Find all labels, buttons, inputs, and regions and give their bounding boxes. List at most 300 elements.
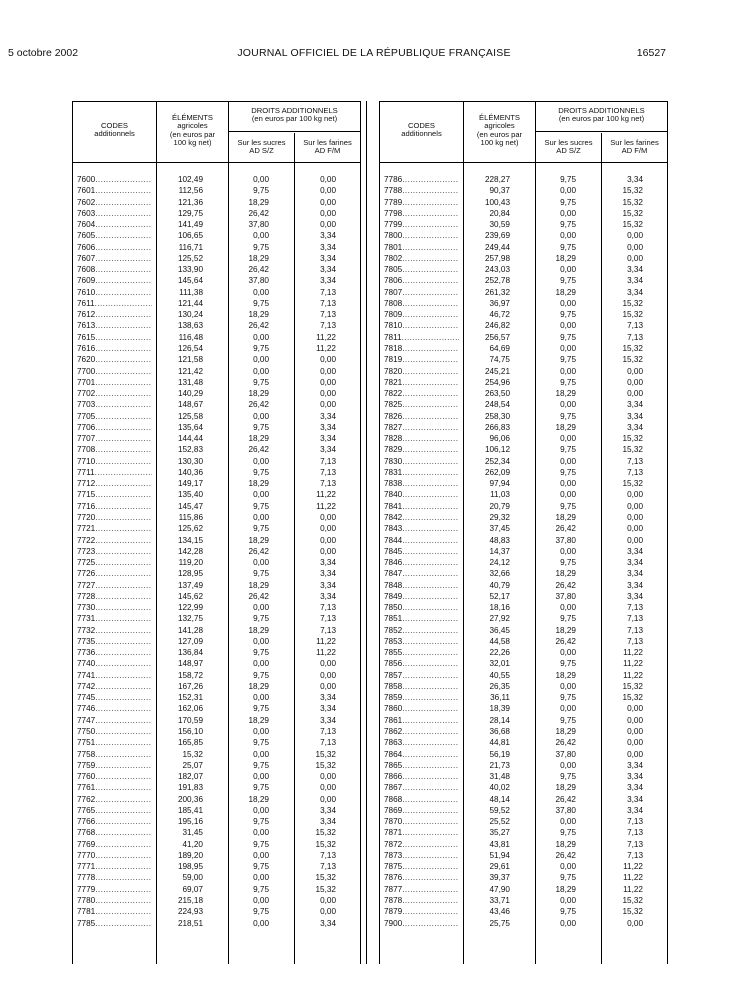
table-row bbox=[73, 771, 360, 782]
element-cell: 25,52 bbox=[489, 817, 510, 827]
table-row bbox=[73, 366, 360, 377]
farines-cell: 15,32 bbox=[315, 884, 336, 894]
table-row bbox=[380, 737, 667, 748]
table-row bbox=[380, 636, 667, 647]
farines-cell: 11,22 bbox=[316, 343, 336, 353]
table-row bbox=[73, 456, 360, 467]
header-elements-line: (en euros par bbox=[169, 129, 216, 139]
header-droits bbox=[229, 107, 360, 132]
farines-cell: 3,34 bbox=[320, 445, 336, 455]
sucres-cell: 37,80 bbox=[555, 805, 576, 815]
element-cell: 69,07 bbox=[182, 884, 203, 894]
code-cell: 7799 ..... bbox=[384, 219, 459, 230]
code-cell: 7859 ..... bbox=[384, 692, 459, 703]
table-row bbox=[380, 760, 667, 771]
sucres-cell: 9,75 bbox=[253, 422, 269, 432]
table-row bbox=[73, 737, 360, 748]
table-row bbox=[380, 253, 667, 264]
sucres-cell: 9,75 bbox=[560, 558, 576, 568]
running-head bbox=[0, 47, 748, 61]
sucres-cell: 0,00 bbox=[253, 727, 269, 737]
table-row bbox=[73, 557, 360, 568]
code-cell: 7726 ..... bbox=[77, 568, 152, 579]
table-row bbox=[73, 602, 360, 613]
table-row bbox=[380, 906, 667, 917]
element-cell: 96,06 bbox=[489, 434, 510, 444]
code-cell: 7720 ..... bbox=[77, 512, 152, 523]
farines-cell: 0,00 bbox=[627, 738, 643, 748]
sucres-cell: 9,75 bbox=[560, 828, 576, 838]
farines-cell: 0,00 bbox=[627, 704, 643, 714]
table-row bbox=[73, 320, 360, 331]
farines-cell: 0,00 bbox=[320, 175, 336, 184]
element-cell: 131,48 bbox=[177, 377, 203, 387]
code-cell: 7864 ..... bbox=[384, 749, 459, 760]
farines-cell: 0,00 bbox=[320, 366, 336, 376]
table-row bbox=[380, 185, 667, 196]
table-row bbox=[73, 580, 360, 591]
element-cell: 263,50 bbox=[484, 389, 510, 399]
farines-cell: 0,00 bbox=[320, 355, 336, 365]
sucres-cell: 37,80 bbox=[555, 749, 576, 759]
table-row bbox=[73, 253, 360, 264]
farines-cell: 3,34 bbox=[320, 580, 336, 590]
table-row bbox=[73, 670, 360, 681]
code-cell: 7831 ..... bbox=[384, 467, 459, 478]
table-row bbox=[380, 523, 667, 534]
sucres-cell: 0,00 bbox=[253, 355, 269, 365]
code-cell: 7751 ..... bbox=[77, 737, 152, 748]
header-elements-line: ÉLÉMENTS bbox=[172, 113, 213, 122]
element-cell: 33,71 bbox=[489, 896, 510, 905]
sucres-cell: 9,75 bbox=[560, 242, 576, 252]
code-cell: 7747 ..... bbox=[77, 715, 152, 726]
table-row bbox=[73, 884, 360, 895]
code-cell: 7858 ..... bbox=[384, 681, 459, 692]
table-row bbox=[73, 512, 360, 523]
code-cell: 7865 ..... bbox=[384, 760, 459, 771]
table-row bbox=[380, 726, 667, 737]
code-cell: 7870 ..... bbox=[384, 816, 459, 827]
element-cell: 137,49 bbox=[177, 580, 203, 590]
table-row bbox=[380, 230, 667, 241]
code-cell: 7809 ..... bbox=[384, 309, 459, 320]
element-cell: 24,12 bbox=[489, 558, 510, 568]
sucres-cell: 18,29 bbox=[555, 253, 576, 263]
element-cell: 97,94 bbox=[489, 479, 510, 489]
farines-cell: 0,00 bbox=[627, 749, 643, 759]
sucres-cell: 26,42 bbox=[555, 636, 576, 646]
code-cell: 7862 ..... bbox=[384, 726, 459, 737]
sucres-cell: 9,75 bbox=[253, 569, 269, 579]
farines-cell: 3,34 bbox=[320, 422, 336, 432]
sucres-cell: 37,80 bbox=[555, 535, 576, 545]
element-cell: 126,54 bbox=[177, 343, 203, 353]
table-row bbox=[73, 715, 360, 726]
table-row bbox=[73, 275, 360, 286]
farines-cell: 7,13 bbox=[320, 298, 336, 308]
code-cell: 7769 ..... bbox=[77, 839, 152, 850]
farines-cell: 0,00 bbox=[627, 918, 643, 928]
element-cell: 122,99 bbox=[177, 603, 203, 613]
code-cell: 7868 ..... bbox=[384, 794, 459, 805]
code-cell: 7602 ..... bbox=[77, 197, 152, 208]
code-cell: 7761 ..... bbox=[77, 782, 152, 793]
table-row bbox=[73, 839, 360, 850]
element-cell: 142,28 bbox=[177, 546, 203, 556]
element-cell: 258,30 bbox=[484, 411, 510, 421]
sucres-cell: 0,00 bbox=[560, 603, 576, 613]
header-droits-line: DROITS ADDITIONNELS bbox=[251, 106, 338, 115]
sucres-cell: 18,29 bbox=[555, 389, 576, 399]
table-row bbox=[380, 782, 667, 793]
code-cell: 7852 ..... bbox=[384, 625, 459, 636]
table-row bbox=[380, 850, 667, 861]
element-cell: 158,72 bbox=[177, 670, 203, 680]
sucres-cell: 9,75 bbox=[560, 614, 576, 624]
sucres-cell: 26,42 bbox=[555, 850, 576, 860]
code-cell: 7850 ..... bbox=[384, 602, 459, 613]
element-cell: 252,78 bbox=[484, 276, 510, 286]
farines-cell: 0,00 bbox=[627, 366, 643, 376]
farines-cell: 0,00 bbox=[627, 512, 643, 522]
element-cell: 248,54 bbox=[484, 400, 510, 410]
element-cell: 224,93 bbox=[177, 907, 203, 917]
table-row bbox=[380, 816, 667, 827]
code-cell: 7810 ..... bbox=[384, 320, 459, 331]
sucres-cell: 26,42 bbox=[248, 321, 269, 331]
code-cell: 7712 ..... bbox=[77, 478, 152, 489]
element-cell: 121,58 bbox=[177, 355, 203, 365]
farines-cell: 3,34 bbox=[320, 715, 336, 725]
header-farines-line: Sur les farines bbox=[303, 138, 352, 147]
table-row bbox=[380, 535, 667, 546]
farines-cell: 11,22 bbox=[623, 648, 643, 658]
farines-cell: 0,00 bbox=[320, 681, 336, 691]
farines-cell: 7,13 bbox=[320, 614, 336, 624]
sucres-cell: 9,75 bbox=[253, 704, 269, 714]
sucres-cell: 0,00 bbox=[560, 400, 576, 410]
element-cell: 145,62 bbox=[177, 591, 203, 601]
code-cell: 7867 ..... bbox=[384, 782, 459, 793]
code-cell: 7601 ..... bbox=[77, 185, 152, 196]
code-cell: 7857 ..... bbox=[384, 670, 459, 681]
table-row bbox=[380, 613, 667, 624]
farines-cell: 0,00 bbox=[320, 524, 336, 534]
sucres-cell: 37,80 bbox=[248, 220, 269, 230]
table-row bbox=[380, 174, 667, 185]
table-row bbox=[73, 658, 360, 669]
farines-cell: 7,13 bbox=[320, 456, 336, 466]
farines-cell: 0,00 bbox=[320, 794, 336, 804]
code-cell: 7600 ..... bbox=[77, 174, 152, 185]
farines-cell: 0,00 bbox=[320, 907, 336, 917]
farines-cell: 7,13 bbox=[627, 625, 643, 635]
sucres-cell: 0,00 bbox=[560, 918, 576, 928]
element-cell: 249,44 bbox=[484, 242, 510, 252]
sucres-cell: 26,42 bbox=[248, 208, 269, 218]
farines-cell: 15,32 bbox=[622, 298, 643, 308]
sucres-cell: 0,00 bbox=[253, 850, 269, 860]
table-row bbox=[380, 411, 667, 422]
table-row bbox=[380, 647, 667, 658]
table-row bbox=[73, 805, 360, 816]
element-cell: 27,92 bbox=[489, 614, 510, 624]
table-row bbox=[73, 208, 360, 219]
farines-cell: 15,32 bbox=[622, 220, 643, 230]
element-cell: 121,36 bbox=[177, 197, 203, 207]
sucres-cell: 9,75 bbox=[560, 715, 576, 725]
sucres-cell: 0,00 bbox=[253, 772, 269, 782]
farines-cell: 3,34 bbox=[627, 276, 643, 286]
farines-cell: 0,00 bbox=[320, 535, 336, 545]
farines-cell: 7,13 bbox=[320, 287, 336, 297]
code-cell: 7844 ..... bbox=[384, 535, 459, 546]
header-elements-line: agricoles bbox=[484, 121, 515, 131]
farines-cell: 15,32 bbox=[622, 186, 643, 196]
element-cell: 246,82 bbox=[484, 321, 510, 331]
header-codes bbox=[73, 122, 156, 139]
sucres-cell: 26,42 bbox=[248, 546, 269, 556]
element-cell: 149,17 bbox=[177, 479, 203, 489]
farines-cell: 11,22 bbox=[623, 873, 643, 883]
farines-cell: 0,00 bbox=[320, 220, 336, 230]
code-cell: 7808 ..... bbox=[384, 298, 459, 309]
sucres-cell: 9,75 bbox=[560, 501, 576, 511]
table-row bbox=[380, 794, 667, 805]
farines-cell: 7,13 bbox=[320, 467, 336, 477]
sucres-cell: 0,00 bbox=[253, 805, 269, 815]
element-cell: 261,32 bbox=[484, 287, 510, 297]
table-row bbox=[73, 197, 360, 208]
table-row bbox=[380, 771, 667, 782]
element-cell: 116,48 bbox=[178, 332, 203, 342]
table-row bbox=[380, 332, 667, 343]
table-row bbox=[380, 298, 667, 309]
element-cell: 141,49 bbox=[177, 220, 203, 230]
sucres-cell: 18,29 bbox=[555, 287, 576, 297]
element-cell: 121,42 bbox=[177, 366, 203, 376]
element-cell: 44,81 bbox=[489, 738, 510, 748]
element-cell: 31,48 bbox=[489, 772, 510, 782]
code-cell: 7802 ..... bbox=[384, 253, 459, 264]
code-cell: 7770 ..... bbox=[77, 850, 152, 861]
sucres-cell: 18,29 bbox=[555, 727, 576, 737]
sucres-cell: 9,75 bbox=[253, 862, 269, 872]
farines-cell: 7,13 bbox=[627, 332, 643, 342]
element-cell: 29,32 bbox=[489, 512, 510, 522]
sucres-cell: 18,29 bbox=[555, 569, 576, 579]
farines-cell: 15,32 bbox=[622, 434, 643, 444]
table-row bbox=[73, 185, 360, 196]
sucres-cell: 0,00 bbox=[560, 231, 576, 241]
element-cell: 141,28 bbox=[177, 625, 203, 635]
sucres-cell: 18,29 bbox=[248, 535, 269, 545]
farines-cell: 15,32 bbox=[622, 343, 643, 353]
sucres-cell: 37,80 bbox=[248, 276, 269, 286]
element-cell: 125,62 bbox=[177, 524, 203, 534]
sucres-cell: 26,42 bbox=[555, 794, 576, 804]
farines-cell: 11,22 bbox=[316, 501, 336, 511]
farines-cell: 3,34 bbox=[627, 265, 643, 275]
code-cell: 7615 ..... bbox=[77, 332, 152, 343]
code-cell: 7603 ..... bbox=[77, 208, 152, 219]
sucres-cell: 0,00 bbox=[253, 512, 269, 522]
sucres-cell: 0,00 bbox=[560, 817, 576, 827]
element-cell: 22,26 bbox=[489, 648, 510, 658]
sucres-cell: 18,29 bbox=[555, 512, 576, 522]
code-cell: 7846 ..... bbox=[384, 557, 459, 568]
farines-cell: 15,32 bbox=[622, 693, 643, 703]
sucres-cell: 0,00 bbox=[253, 287, 269, 297]
farines-cell: 3,34 bbox=[627, 772, 643, 782]
table-row bbox=[380, 703, 667, 714]
element-cell: 156,10 bbox=[177, 727, 203, 737]
sucres-cell: 0,00 bbox=[560, 760, 576, 770]
code-cell: 7875 ..... bbox=[384, 861, 459, 872]
table-row bbox=[73, 760, 360, 771]
code-cell: 7778 ..... bbox=[77, 872, 152, 883]
code-cell: 7841 ..... bbox=[384, 501, 459, 512]
code-cell: 7822 ..... bbox=[384, 388, 459, 399]
element-cell: 119,20 bbox=[178, 558, 203, 568]
element-cell: 48,14 bbox=[489, 794, 510, 804]
table-row bbox=[380, 467, 667, 478]
element-cell: 152,31 bbox=[177, 693, 203, 703]
table-row bbox=[380, 501, 667, 512]
element-cell: 256,57 bbox=[484, 332, 510, 342]
code-cell: 7853 ..... bbox=[384, 636, 459, 647]
table-row bbox=[380, 377, 667, 388]
table-row bbox=[380, 264, 667, 275]
sucres-cell: 9,75 bbox=[560, 693, 576, 703]
farines-cell: 0,00 bbox=[627, 524, 643, 534]
sucres-cell: 26,42 bbox=[248, 265, 269, 275]
element-cell: 132,75 bbox=[177, 614, 203, 624]
table-row bbox=[380, 681, 667, 692]
sucres-cell: 9,75 bbox=[253, 501, 269, 511]
sucres-cell: 0,00 bbox=[560, 681, 576, 691]
table-row bbox=[73, 219, 360, 230]
table-row bbox=[380, 670, 667, 681]
sucres-cell: 0,00 bbox=[560, 321, 576, 331]
element-cell: 125,52 bbox=[177, 253, 203, 263]
farines-cell: 3,34 bbox=[320, 591, 336, 601]
table-row bbox=[73, 309, 360, 320]
code-cell: 7877 ..... bbox=[384, 884, 459, 895]
farines-cell: 11,22 bbox=[623, 862, 643, 872]
header-sucres-line: Sur les sucres bbox=[237, 138, 286, 147]
code-cell: 7609 ..... bbox=[77, 275, 152, 286]
farines-cell: 7,13 bbox=[627, 839, 643, 849]
farines-cell: 3,34 bbox=[320, 569, 336, 579]
element-cell: 32,01 bbox=[489, 659, 510, 669]
code-cell: 7727 ..... bbox=[77, 580, 152, 591]
farines-cell: 3,34 bbox=[627, 287, 643, 297]
header-droits-line: (en euros par 100 kg net) bbox=[558, 114, 645, 124]
farines-cell: 11,22 bbox=[623, 659, 643, 669]
code-cell: 7821 ..... bbox=[384, 377, 459, 388]
code-cell: 7765 ..... bbox=[77, 805, 152, 816]
element-cell: 140,29 bbox=[177, 389, 203, 399]
header-farines-line: AD F/M bbox=[621, 146, 648, 156]
sucres-cell: 0,00 bbox=[253, 490, 269, 500]
table-row bbox=[380, 287, 667, 298]
code-cell: 7706 ..... bbox=[77, 422, 152, 433]
sucres-cell: 9,75 bbox=[560, 175, 576, 184]
code-cell: 7828 ..... bbox=[384, 433, 459, 444]
sucres-cell: 18,29 bbox=[248, 389, 269, 399]
code-cell: 7725 ..... bbox=[77, 557, 152, 568]
code-cell: 7740 ..... bbox=[77, 658, 152, 669]
header-codes-line: CODES bbox=[100, 121, 128, 130]
farines-cell: 7,13 bbox=[320, 625, 336, 635]
code-cell: 7829 ..... bbox=[384, 444, 459, 455]
element-cell: 135,40 bbox=[177, 490, 203, 500]
sucres-cell: 9,75 bbox=[253, 783, 269, 793]
sucres-cell: 0,00 bbox=[253, 749, 269, 759]
sucres-cell: 0,00 bbox=[253, 332, 269, 342]
sucres-cell: 0,00 bbox=[560, 704, 576, 714]
table-row bbox=[73, 613, 360, 624]
element-cell: 191,83 bbox=[177, 783, 203, 793]
element-cell: 252,34 bbox=[484, 456, 510, 466]
code-cell: 7611 ..... bbox=[77, 298, 152, 309]
element-cell: 135,64 bbox=[177, 422, 203, 432]
farines-cell: 15,32 bbox=[315, 828, 336, 838]
code-cell: 7807 ..... bbox=[384, 287, 459, 298]
code-cell: 7800 ..... bbox=[384, 230, 459, 241]
sucres-cell: 9,75 bbox=[253, 670, 269, 680]
table-row bbox=[73, 861, 360, 872]
farines-cell: 3,34 bbox=[320, 434, 336, 444]
element-cell: 39,37 bbox=[489, 873, 510, 883]
code-cell: 7871 ..... bbox=[384, 827, 459, 838]
sucres-cell: 0,00 bbox=[560, 648, 576, 658]
header-codes-line: additionnels bbox=[401, 129, 442, 139]
table-row bbox=[380, 456, 667, 467]
element-cell: 18,39 bbox=[489, 704, 510, 714]
sucres-cell: 9,75 bbox=[560, 310, 576, 320]
sucres-cell: 18,29 bbox=[248, 625, 269, 635]
table-row bbox=[73, 523, 360, 534]
element-cell: 200,36 bbox=[177, 794, 203, 804]
code-cell: 7825 ..... bbox=[384, 399, 459, 410]
table-row bbox=[73, 433, 360, 444]
farines-cell: 7,13 bbox=[320, 738, 336, 748]
code-cell: 7731 ..... bbox=[77, 613, 152, 624]
farines-cell: 0,00 bbox=[627, 231, 643, 241]
table-row bbox=[73, 850, 360, 861]
table-row bbox=[380, 309, 667, 320]
code-cell: 7703 ..... bbox=[77, 399, 152, 410]
code-cell: 7781 ..... bbox=[77, 906, 152, 917]
table-row bbox=[73, 298, 360, 309]
farines-cell: 15,32 bbox=[622, 310, 643, 320]
sucres-cell: 9,75 bbox=[560, 377, 576, 387]
farines-cell: 7,13 bbox=[627, 636, 643, 646]
farines-cell: 0,00 bbox=[320, 377, 336, 387]
code-cell: 7855 ..... bbox=[384, 647, 459, 658]
farines-cell: 15,32 bbox=[315, 839, 336, 849]
farines-cell: 11,22 bbox=[623, 884, 643, 894]
element-cell: 36,97 bbox=[489, 298, 510, 308]
code-cell: 7708 ..... bbox=[77, 444, 152, 455]
sucres-cell: 0,00 bbox=[560, 896, 576, 905]
farines-cell: 7,13 bbox=[627, 850, 643, 860]
header-elements-line: ÉLÉMENTS bbox=[479, 113, 520, 122]
table-row bbox=[380, 715, 667, 726]
